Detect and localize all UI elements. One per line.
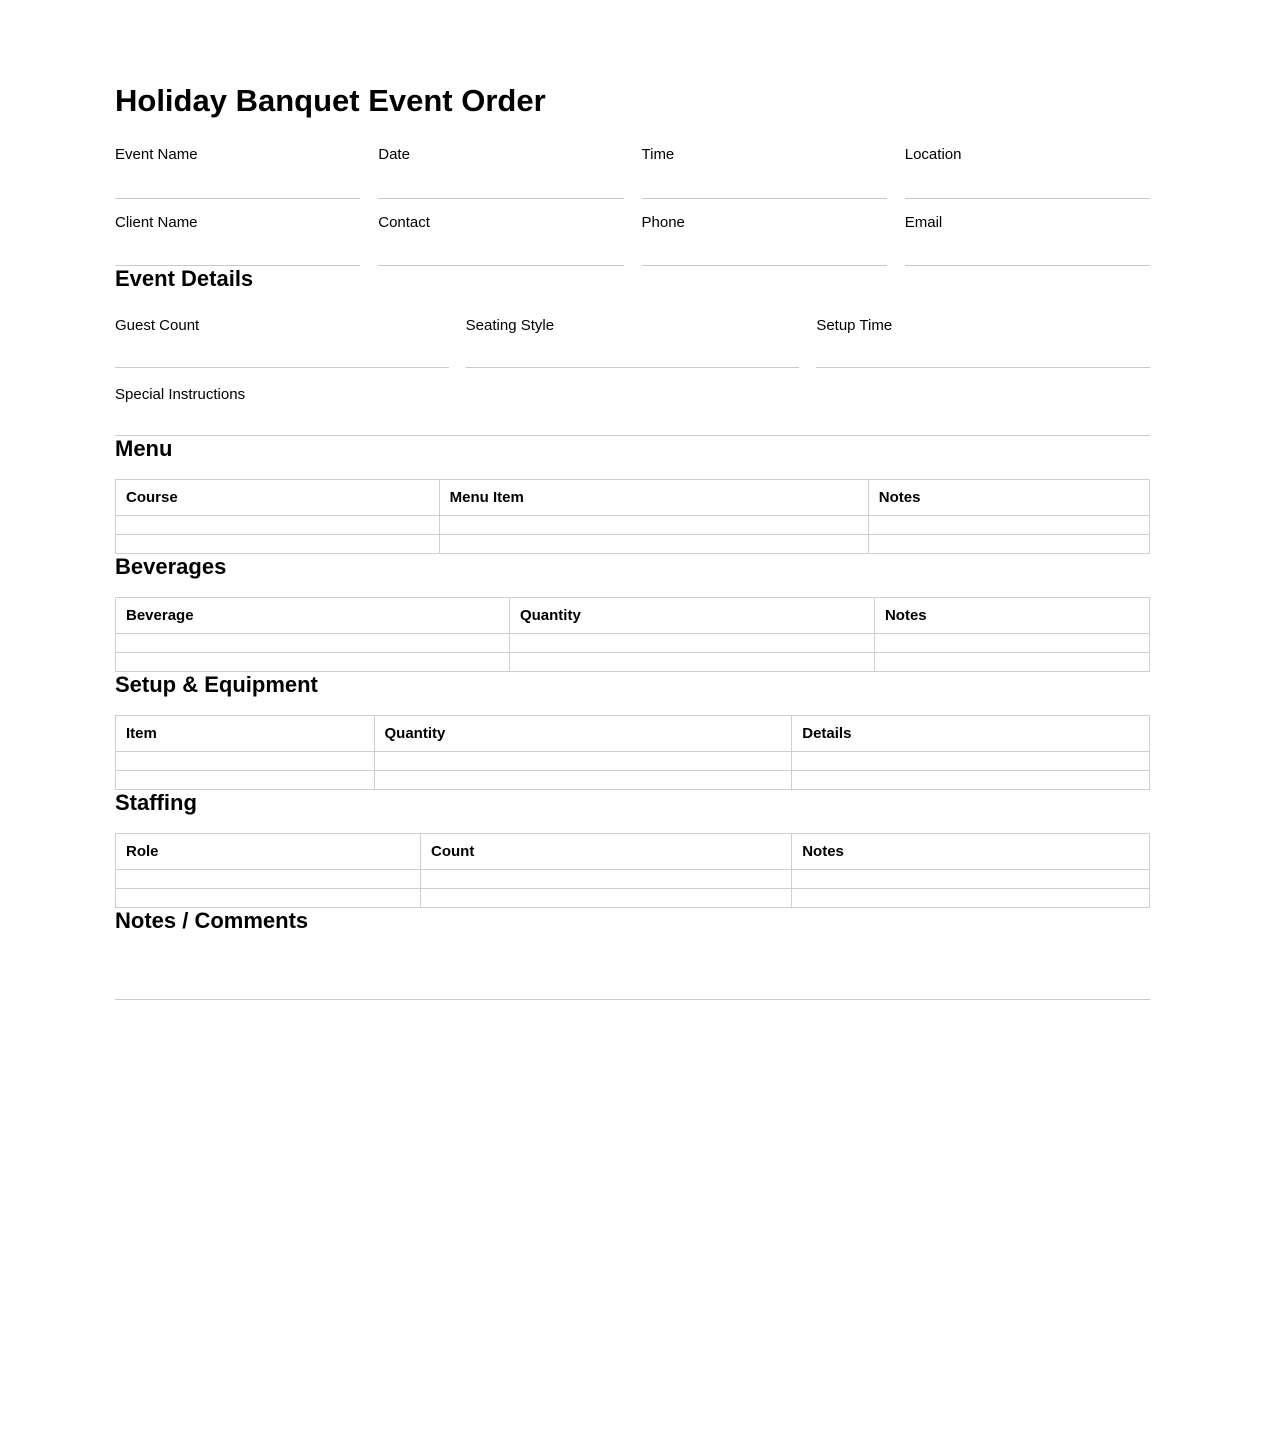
menu-row (116, 535, 1150, 554)
beverages-cell-quantity[interactable] (509, 634, 874, 653)
staffing-cell-count[interactable] (421, 889, 792, 908)
special-instructions-field[interactable] (115, 386, 1150, 436)
beverages-col-quantity: Quantity (509, 598, 874, 634)
beverages-col-notes: Notes (874, 598, 1149, 634)
setup-col-details: Details (792, 716, 1150, 752)
setup-cell-details[interactable] (792, 752, 1150, 771)
setup-cell-quantity[interactable] (374, 771, 792, 790)
guest-count-field[interactable] (115, 317, 449, 368)
staffing-col-notes: Notes (792, 834, 1150, 870)
menu-col-course: Course (116, 480, 440, 516)
contact-field[interactable] (378, 214, 623, 266)
menu-cell-course[interactable] (116, 516, 440, 535)
seating-style-label: Seating Style (465, 317, 555, 334)
setup-cell-details[interactable] (792, 771, 1150, 790)
staffing-cell-count[interactable] (421, 870, 792, 889)
notes-comments-heading: Notes / Comments (115, 908, 309, 933)
setup-col-quantity: Quantity (374, 716, 792, 752)
setup-equipment-heading: Setup & Equipment (115, 672, 318, 697)
time-label: Time (641, 146, 675, 163)
staffing-cell-notes[interactable] (792, 889, 1150, 908)
menu-cell-item[interactable] (439, 516, 868, 535)
menu-table (115, 479, 1150, 554)
beverages-cell-notes[interactable] (874, 653, 1149, 672)
event-name-field[interactable] (115, 146, 360, 199)
staffing-cell-role[interactable] (116, 870, 421, 889)
staffing-table (115, 833, 1150, 908)
beverages-cell-notes[interactable] (874, 634, 1149, 653)
phone-field[interactable] (642, 214, 887, 266)
location-field[interactable] (905, 146, 1150, 199)
menu-heading: Menu (115, 436, 173, 461)
staffing-cell-role[interactable] (116, 889, 421, 908)
beverages-heading: Beverages (115, 554, 227, 579)
beverages-col-beverage: Beverage (116, 598, 510, 634)
event-name-label: Event Name (115, 146, 198, 163)
page-title: Holiday Banquet Event Order (115, 83, 546, 118)
setup-time-label: Setup Time (816, 317, 893, 334)
staffing-cell-notes[interactable] (792, 870, 1150, 889)
setup-cell-quantity[interactable] (374, 752, 792, 771)
seating-style-field[interactable] (466, 317, 800, 368)
setup-row (116, 771, 1150, 790)
staffing-row (116, 889, 1150, 908)
menu-cell-notes[interactable] (868, 535, 1149, 554)
setup-col-item: Item (116, 716, 375, 752)
contact-fields-row2 (115, 214, 1150, 266)
menu-cell-item[interactable] (439, 535, 868, 554)
menu-cell-course[interactable] (116, 535, 440, 554)
menu-col-item: Menu Item (439, 480, 868, 516)
beverages-cell-beverage[interactable] (116, 653, 510, 672)
beverages-row (116, 653, 1150, 672)
setup-equipment-table (115, 715, 1150, 790)
email-label: Email (904, 214, 943, 231)
contact-fields-row1 (115, 146, 1150, 199)
special-instructions-label: Special Instructions (115, 386, 246, 403)
setup-cell-item[interactable] (116, 771, 375, 790)
setup-row (116, 752, 1150, 771)
date-label: Date (378, 146, 410, 163)
setup-header-row (116, 716, 1150, 752)
setup-time-field[interactable] (816, 317, 1150, 368)
phone-label: Phone (641, 214, 685, 231)
notes-comments-area[interactable] (115, 933, 1150, 1000)
staffing-col-role: Role (116, 834, 421, 870)
time-field[interactable] (642, 146, 887, 199)
event-details-fields (115, 317, 1150, 368)
beverages-header-row (116, 598, 1150, 634)
guest-count-label: Guest Count (115, 317, 200, 334)
email-field[interactable] (905, 214, 1150, 266)
client-name-label: Client Name (115, 214, 198, 231)
beverages-table (115, 597, 1150, 672)
menu-cell-notes[interactable] (868, 516, 1149, 535)
menu-header-row (116, 480, 1150, 516)
staffing-col-count: Count (421, 834, 792, 870)
menu-row (116, 516, 1150, 535)
event-details-heading: Event Details (115, 266, 254, 291)
staffing-heading: Staffing (115, 790, 197, 815)
staffing-row (116, 870, 1150, 889)
menu-col-notes: Notes (868, 480, 1149, 516)
date-field[interactable] (378, 146, 623, 199)
beverages-cell-beverage[interactable] (116, 634, 510, 653)
location-label: Location (904, 146, 962, 163)
beverages-row (116, 634, 1150, 653)
beverages-cell-quantity[interactable] (509, 653, 874, 672)
staffing-header-row (116, 834, 1150, 870)
contact-label: Contact (378, 214, 430, 231)
setup-cell-item[interactable] (116, 752, 375, 771)
client-name-field[interactable] (115, 214, 360, 266)
